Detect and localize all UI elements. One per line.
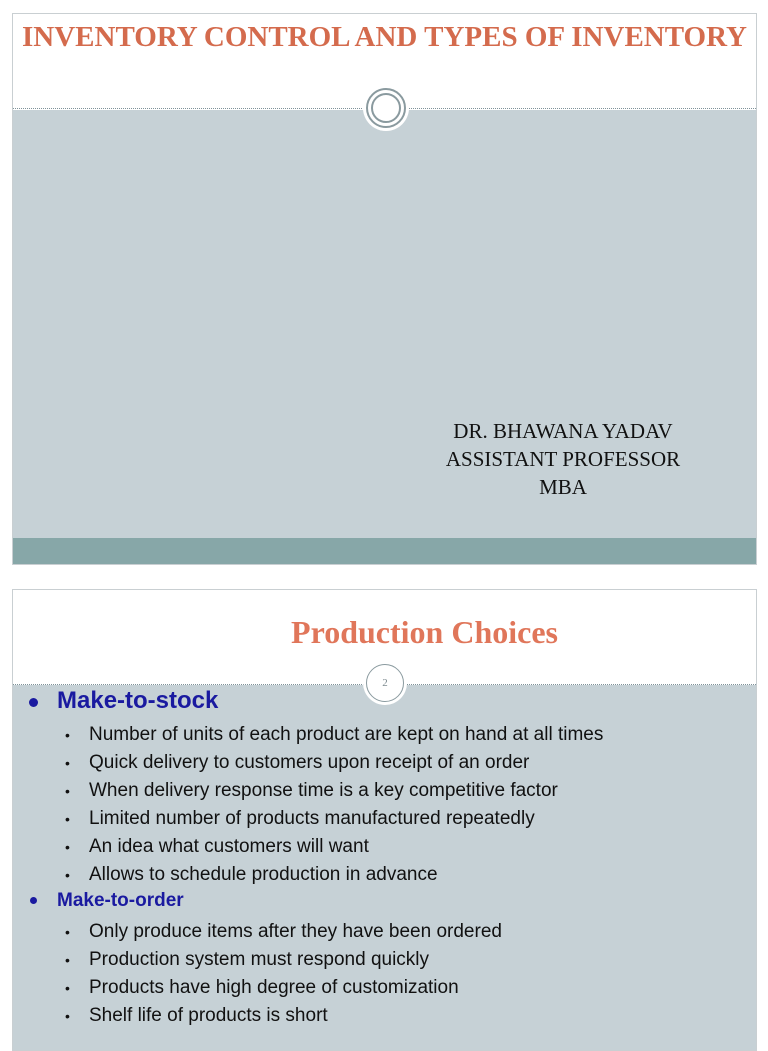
bullet-icon: • <box>65 924 70 940</box>
slide-number-badge <box>366 664 404 702</box>
bullet-icon: • <box>65 952 70 968</box>
author-name: DR. BHAWANA YADAV <box>453 419 673 443</box>
title-slide <box>12 13 757 565</box>
slide-title: Production Choices <box>291 614 558 650</box>
bullet-icon <box>29 698 38 707</box>
bullet-icon <box>30 897 37 904</box>
bullet-icon: • <box>65 980 70 996</box>
bullet-icon: • <box>65 811 70 827</box>
content-slide: Production Choices 2 Make-to-stock • Number of units of each product are kept on hand at all times • Quick delivery to customers upon receipt of an order • When delivery response time is a key competitive factor • Limited number of products manufactured repeatedly • An idea what customers will want • Allows to schedule production in advance Make-to-order • Only produce items after they have been ordered • Production system must respond quickly • Products have high degree of customization • Shelf life of products is short <box>12 589 757 1051</box>
bullet-icon: • <box>65 755 70 771</box>
bullet-icon: • <box>65 727 70 743</box>
author-position: ASSISTANT PROFESSOR <box>445 447 681 471</box>
slide-number: 2 <box>382 677 388 689</box>
bullet-icon: • <box>65 783 70 799</box>
bullet-icon: • <box>65 839 70 855</box>
slide-title: INVENTORY CONTROL AND TYPES OF INVENTORY <box>22 21 747 53</box>
bullet-icon: • <box>65 1008 70 1024</box>
author-block <box>423 417 703 501</box>
footer-bar <box>13 538 756 564</box>
circle-ornament-icon <box>366 88 406 128</box>
bullet-icon: • <box>65 867 70 883</box>
author-department: MBA <box>539 475 587 499</box>
